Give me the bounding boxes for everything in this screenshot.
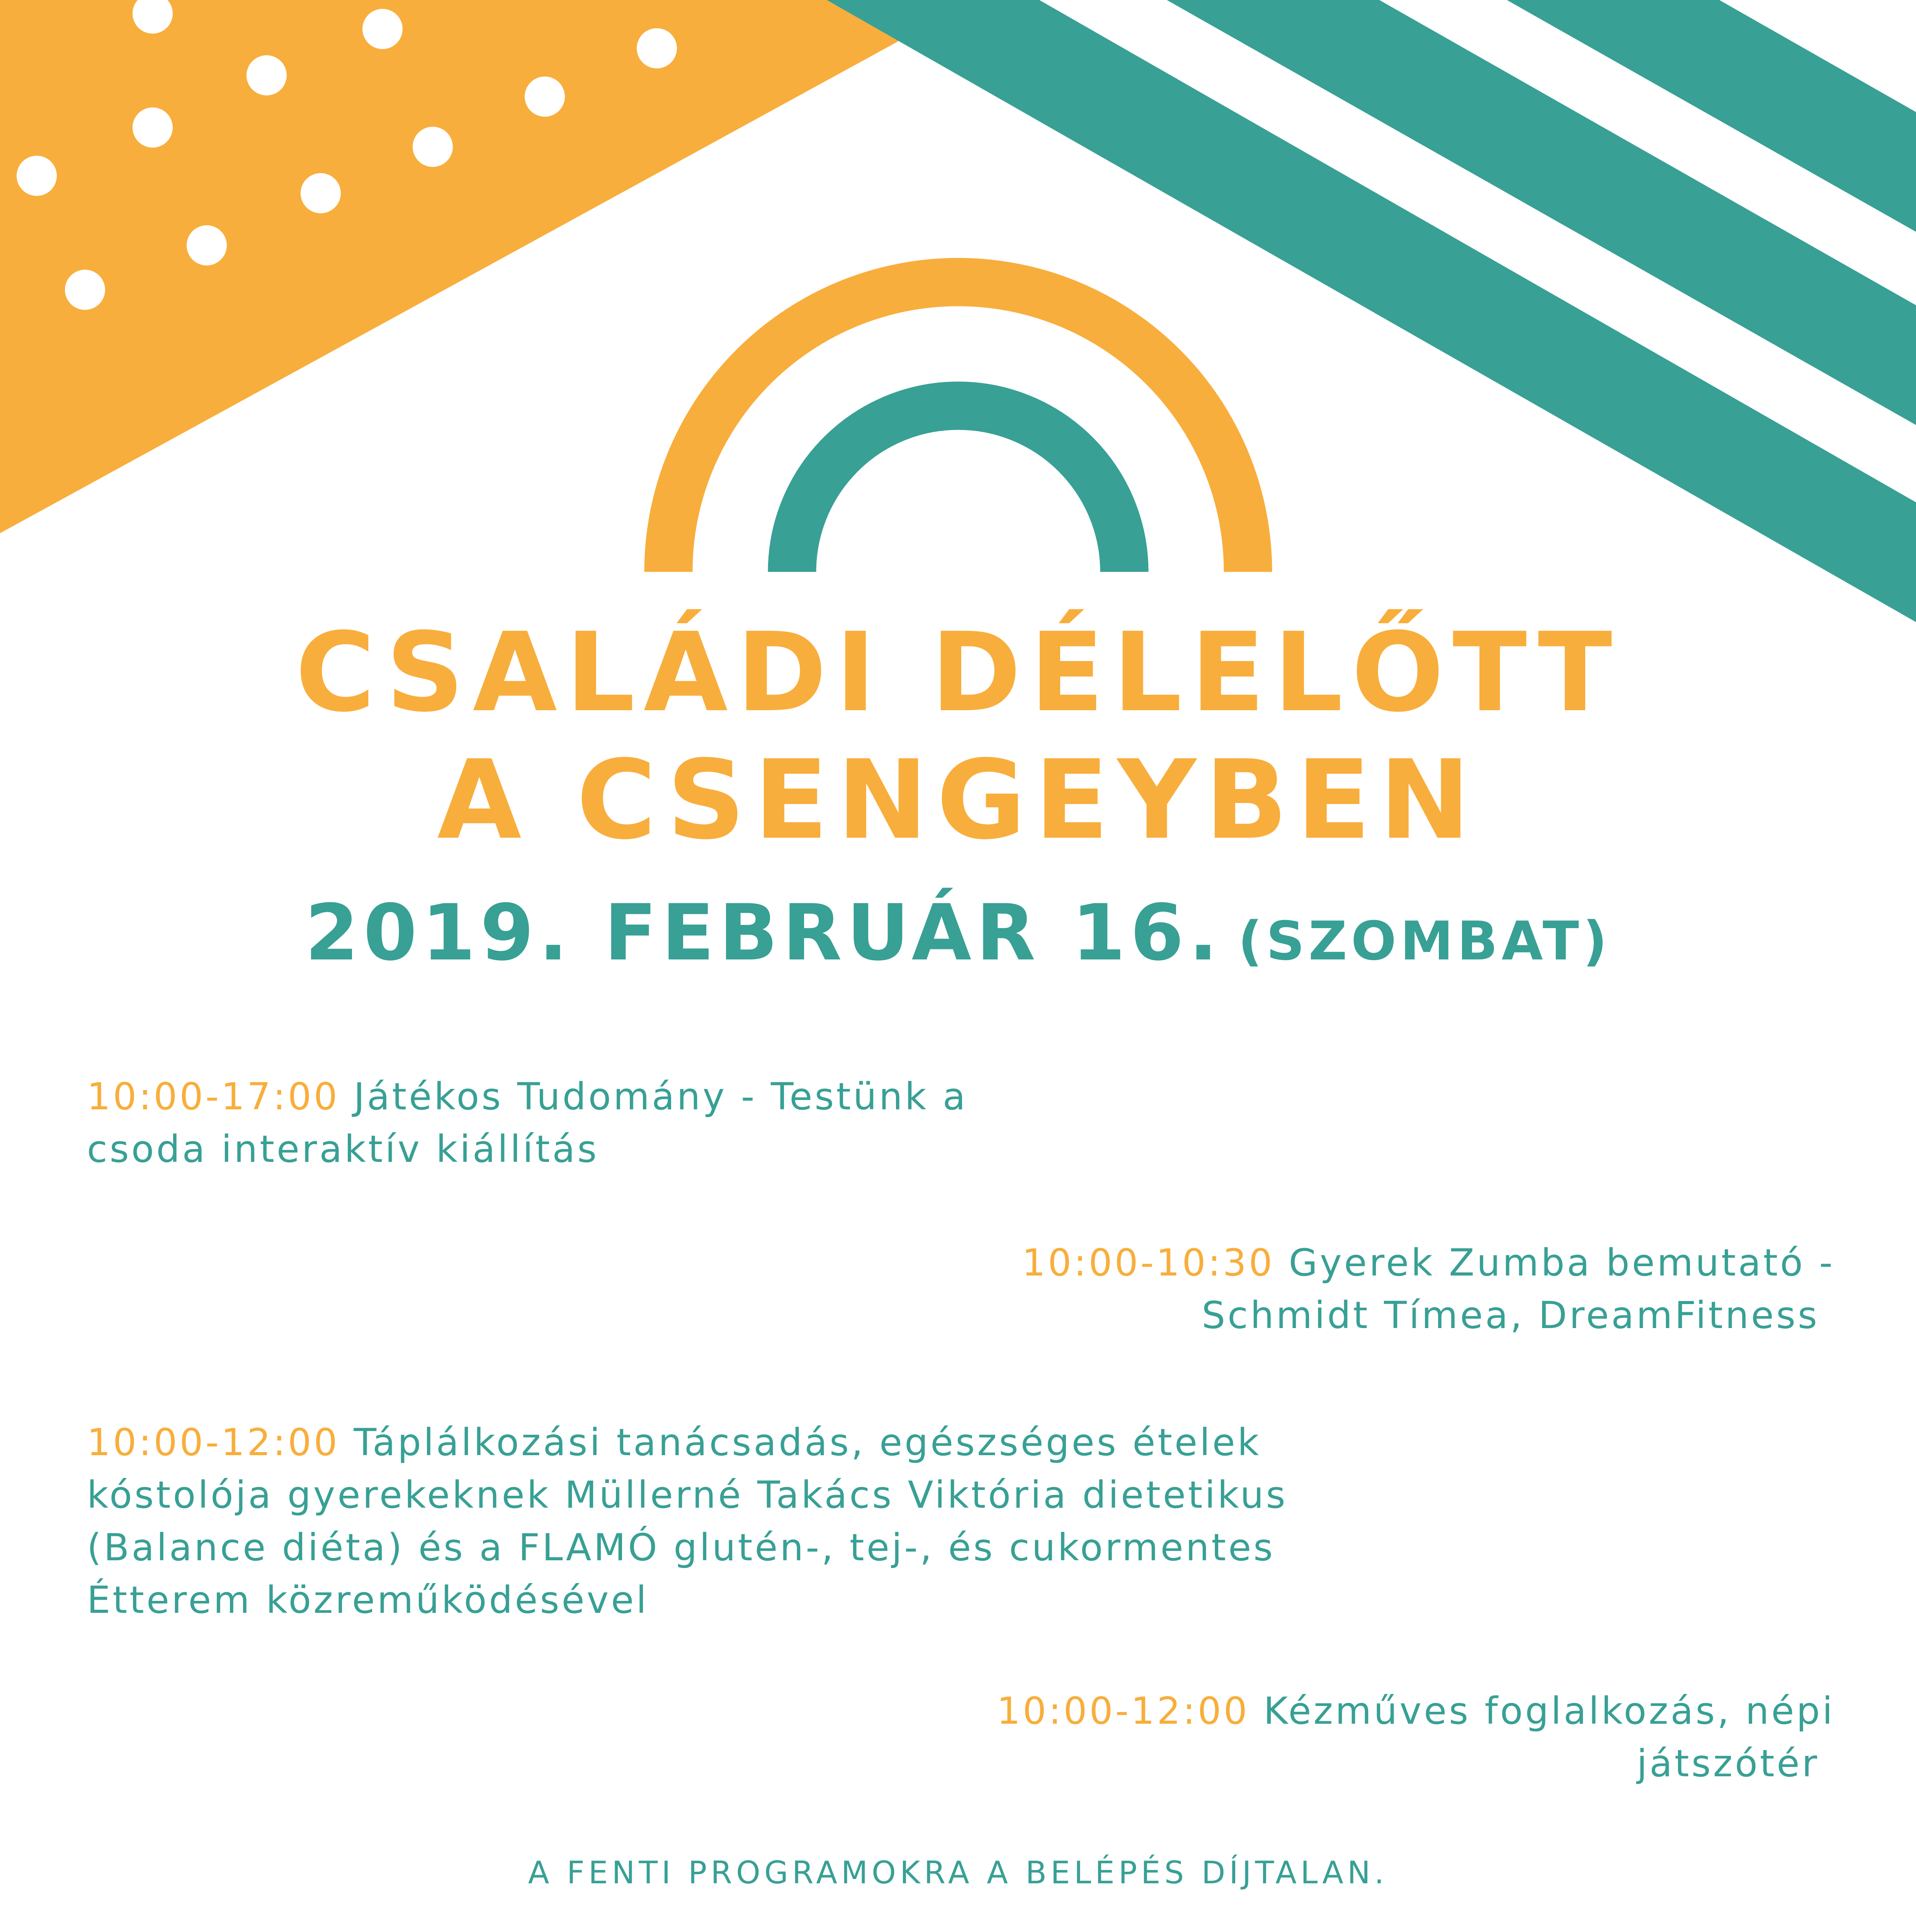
program-time: 10:00-12:00 <box>87 1421 340 1464</box>
program-line <box>87 1416 1555 1469</box>
title-line-2: A CSENGEYBEN <box>437 736 1479 864</box>
program-line <box>738 1236 1835 1289</box>
program-line: kóstolója gyerekeknek Müllerné Takács Viktória dietetikus <box>87 1473 1288 1517</box>
date-main: 2019. FEBRUÁR 16. <box>305 888 1223 978</box>
program-text: Játékos Tudomány - Testünk a <box>354 1075 968 1118</box>
program-text: Táplálkozási tanácsadás, egészséges ételek <box>354 1421 1261 1464</box>
program-item <box>87 1070 1091 1175</box>
program-time: 10:00-17:00 <box>87 1075 340 1118</box>
program-line <box>87 1070 1091 1123</box>
program-line: játszótér <box>1637 1742 1819 1785</box>
rainbow-inner-arc <box>792 406 1124 572</box>
program-time: 10:00-10:30 <box>1022 1241 1275 1284</box>
program-line: (Balance diéta) és a FLAMÓ glutén-, tej-, és cukormentes <box>87 1526 1275 1569</box>
title-line-1: CSALÁDI DÉLELŐTT <box>295 609 1621 736</box>
program-text: Gyerek Zumba bemutató - <box>1289 1241 1835 1284</box>
program-line: Étterem közreműködésével <box>87 1578 649 1622</box>
date-day: (SZOMBAT) <box>1238 910 1611 972</box>
event-date <box>0 888 1916 978</box>
program-line: csoda interaktív kiállítás <box>87 1128 599 1171</box>
program-line: Schmidt Tímea, DreamFitness <box>1202 1294 1819 1337</box>
program-time: 10:00-12:00 <box>996 1689 1250 1733</box>
free-entry-note: A FENTI PROGRAMOKRA A BELÉPÉS DÍJTALAN. <box>528 1855 1388 1891</box>
program-text: Kézműves foglalkozás, népi <box>1263 1689 1835 1733</box>
program-item <box>87 1416 1555 1626</box>
program-item <box>738 1685 1835 1790</box>
program-item <box>738 1236 1835 1342</box>
program-line <box>738 1685 1835 1737</box>
